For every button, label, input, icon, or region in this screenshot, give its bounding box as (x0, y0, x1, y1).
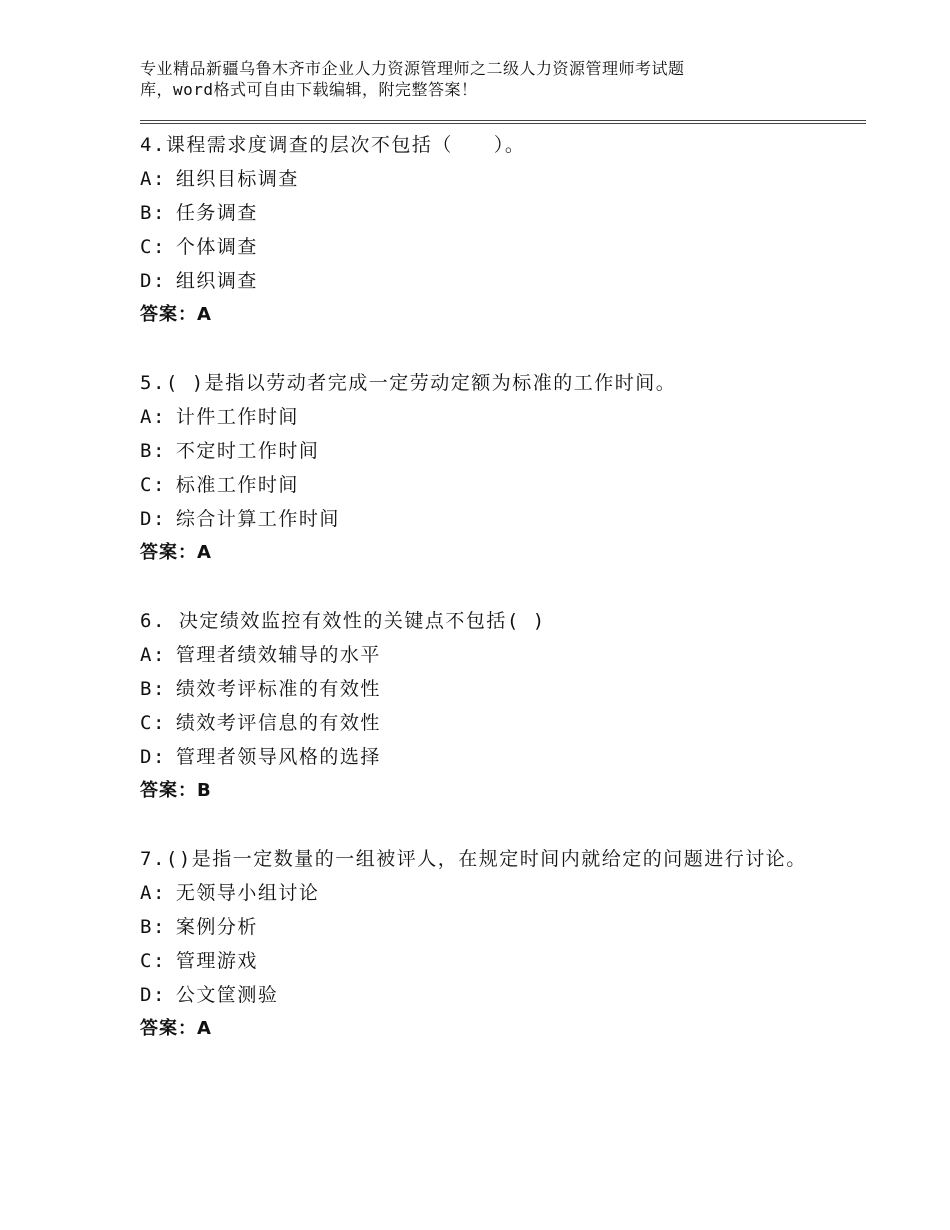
option-a (140, 400, 820, 434)
question-text: 7.()是指一定数量的一组被评人，在规定时间内就给定的问题进行讨论。 (140, 848, 807, 870)
option-separator: : (152, 202, 166, 224)
option-separator: : (152, 882, 166, 904)
option-key: D (140, 746, 153, 768)
option-key: C (140, 236, 153, 258)
option-key: D (140, 984, 153, 1006)
option-separator: : (152, 168, 166, 190)
option-text: 无领导小组讨论 (175, 882, 320, 904)
option-key: B (140, 440, 153, 462)
option-key: D (140, 508, 153, 530)
option-separator: : (152, 474, 166, 496)
option-b (140, 910, 820, 944)
question-text: 5.( )是指以劳动者完成一定劳动定额为标准的工作时间。 (140, 372, 677, 394)
option-separator: : (152, 440, 166, 462)
option-key: B (140, 678, 153, 700)
option-text: 管理者领导风格的选择 (175, 746, 381, 768)
option-b (140, 196, 820, 230)
question-6 (140, 604, 820, 808)
option-c (140, 468, 820, 502)
option-text: 管理游戏 (175, 950, 258, 972)
question-7 (140, 842, 820, 1046)
option-text: 不定时工作时间 (175, 440, 320, 462)
question-text: 6. 决定绩效监控有效性的关键点不包括( ) (140, 610, 546, 632)
option-key: A (140, 406, 153, 428)
question-5 (140, 366, 820, 570)
option-b (140, 672, 820, 706)
option-key: B (140, 916, 153, 938)
header-line-2: 库，word格式可自由下载编辑，附完整答案！ (140, 80, 478, 99)
option-d (140, 740, 820, 774)
question-text: 4.课程需求度调查的层次不包括（ ）。 (140, 134, 526, 156)
option-separator: : (152, 236, 166, 258)
answer-line: 答案：B (140, 780, 212, 801)
option-text: 计件工作时间 (175, 406, 299, 428)
option-separator: : (152, 916, 166, 938)
option-key: D (140, 270, 153, 292)
answer-line: 答案：A (140, 542, 212, 563)
option-d (140, 978, 820, 1012)
option-key: C (140, 712, 153, 734)
option-d (140, 264, 820, 298)
option-key: C (140, 474, 153, 496)
question-list (140, 128, 820, 1080)
option-a (140, 638, 820, 672)
option-text: 综合计算工作时间 (175, 508, 340, 530)
option-text: 组织调查 (175, 270, 258, 292)
header-double-rule (140, 120, 866, 124)
option-key: B (140, 202, 153, 224)
option-separator: : (152, 678, 166, 700)
option-key: C (140, 950, 153, 972)
header-line-1: 专业精品新疆乌鲁木齐市企业人力资源管理师之二级人力资源管理师考试题 (140, 59, 685, 78)
option-key: A (140, 882, 153, 904)
option-separator: : (152, 406, 166, 428)
option-separator: : (152, 270, 166, 292)
option-text: 组织目标调查 (175, 168, 299, 190)
option-separator: : (152, 644, 166, 666)
option-text: 案例分析 (175, 916, 258, 938)
option-key: A (140, 644, 153, 666)
answer-line: 答案：A (140, 304, 212, 325)
question-4 (140, 128, 820, 332)
option-separator: : (152, 508, 166, 530)
option-text: 绩效考评标准的有效性 (175, 678, 381, 700)
option-c (140, 944, 820, 978)
option-separator: : (152, 746, 166, 768)
option-text: 个体调查 (175, 236, 258, 258)
option-c (140, 230, 820, 264)
document-header (140, 58, 780, 100)
option-text: 公文筐测验 (175, 984, 279, 1006)
answer-line: 答案：A (140, 1018, 212, 1039)
option-a (140, 876, 820, 910)
option-c (140, 706, 820, 740)
option-separator: : (152, 950, 166, 972)
option-text: 绩效考评信息的有效性 (175, 712, 381, 734)
option-text: 任务调查 (175, 202, 258, 224)
option-separator: : (152, 984, 166, 1006)
option-a (140, 162, 820, 196)
option-separator: : (152, 712, 166, 734)
option-b (140, 434, 820, 468)
option-key: A (140, 168, 153, 190)
option-text: 管理者绩效辅导的水平 (175, 644, 381, 666)
option-text: 标准工作时间 (175, 474, 299, 496)
option-d (140, 502, 820, 536)
